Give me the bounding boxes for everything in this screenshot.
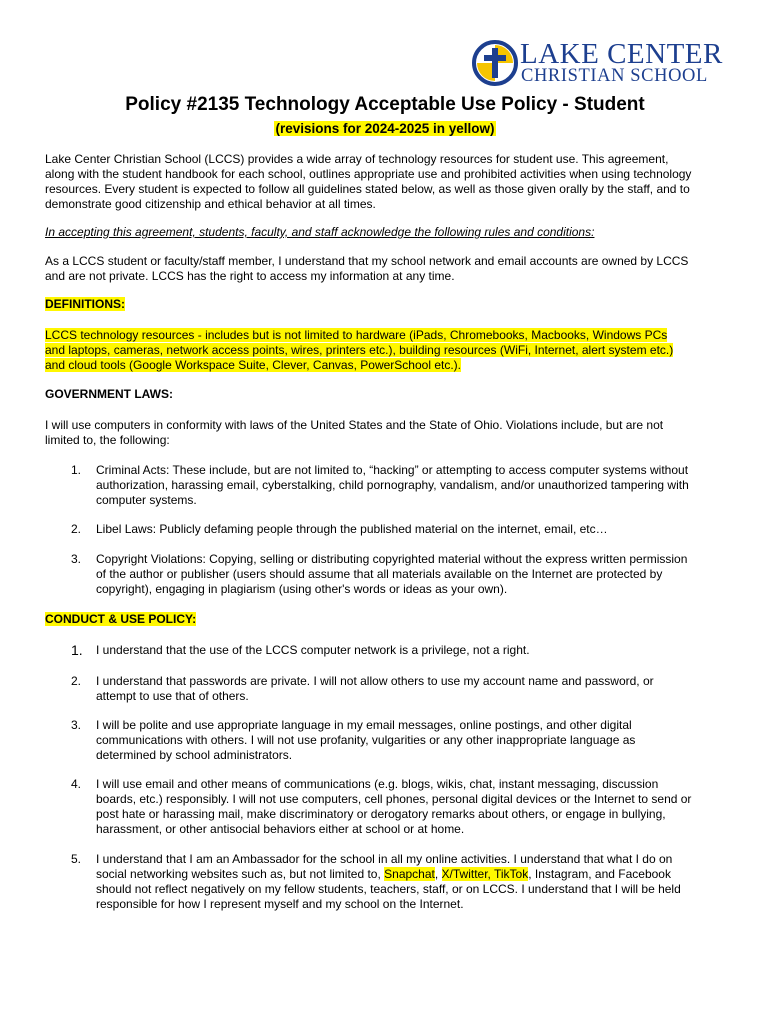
list-number: 3. [71,552,82,566]
list-item-line: I will be polite and use appropriate language in my email messages, online postings, and other digital [96,718,632,732]
list-item-line: responsible for how I represent myself and my school on the Internet. [96,897,464,911]
ownership-paragraph [45,254,735,284]
school-logo [472,40,722,88]
list-item-line: determined by school administrators. [96,748,293,762]
list-item-line: post hate or harassing mail, make discriminatory or derogatory remarks about others, or engage in bullying, [96,807,666,821]
list-item-line: should not reflect negatively on my fellow students, teachers, staff, or on LCCS. I understand that I will be held [96,882,681,896]
acceptance-statement [45,225,735,240]
list-item-line: I will use email and other means of communications (e.g. blogs, wikis, chat, instant messaging, discussion [96,777,659,791]
list-item-text: , [434,867,442,881]
list-number: 5. [71,852,82,866]
government-intro [45,418,735,448]
list-item-text: social networking websites such as, but not limited to, [96,867,385,881]
intro-line: resources. Every student is expected to follow all guidelines stated below, as well as those given orally by the staff, and to [45,182,690,196]
list-item-text: , Instagram, and Facebook [528,867,671,881]
list-item-line: boards, etc.) responsibly. I will not use computers, cell phones, personal digital devices or the Internet to send or [96,792,692,806]
list-item-line: I understand that passwords are private. I will not allow others to use my account name and password, or [96,674,654,688]
intro-line: along with the student handbook for each school, outlines appropriate use and prohibited activities when using technology [45,167,692,181]
conduct-heading [45,612,196,627]
list-number: 4. [71,777,82,791]
list-number: 1. [71,463,82,477]
list-item-line: Libel Laws: Publicly defaming people through the published material on the internet, email, etc… [96,522,608,536]
subtitle: (revisions for 2024-2025 in yellow) [275,121,495,136]
intro-line: demonstrate good citizenship and ethical behavior at all times. [45,197,376,211]
acceptance-text: In accepting this agreement, students, faculty, and staff acknowledge the following rules and conditions: [45,225,595,239]
definitions-line: and laptops, cameras, network access points, wires, printers etc.), building resources (WiFi, Internet, alert system etc.) [45,343,674,357]
list-item-line: harassment, or other antisocial behaviors either at school or at home. [96,822,465,836]
ownership-line: As a LCCS student or faculty/staff member, I understand that my school network and email accounts are owned by LCCS [45,254,689,268]
list-number: 3. [71,718,82,732]
government-intro-line: I will use computers in conformity with laws of the United States and the State of Ohio. Violations include, but are not [45,418,664,432]
list-number: 2. [71,522,82,536]
conduct-heading-text: CONDUCT & USE POLICY: [45,612,197,626]
list-item-line: Criminal Acts: These include, but are not limited to, “hacking” or attempting to access computer systems without [96,463,689,477]
school-emblem-icon [472,40,518,86]
list-number: 1. [71,642,83,658]
list-item-line: Copyright Violations: Copying, selling or distributing copyrighted material without the express written permission [96,552,688,566]
government-intro-line: limited to, the following: [45,433,170,447]
list-item-line: I understand that the use of the LCCS computer network is a privilege, not a right. [96,643,530,657]
list-number: 2. [71,674,82,688]
logo-line-1: LAKE CENTER [520,38,723,70]
list-item-line: attempt to use that of others. [96,689,249,703]
definitions-heading-text: DEFINITIONS: [45,297,125,311]
list-item-line: I understand that I am an Ambassador for the school in all my online activities. I understand that what I do on [96,852,673,866]
definitions-line: and cloud tools (Google Workspace Suite, Clever, Canvas, PowerSchool etc.). [45,358,461,372]
highlighted-text: Snapchat [384,867,435,881]
list-item-line: of the author or publisher (users should assume that all materials available on the Internet are protected by [96,567,663,581]
definitions-line: LCCS technology resources - includes but is not limited to hardware (iPads, Chromebooks, Macbooks, Windows PCs [45,328,668,342]
list-item-line: copyright), engaging in plagiarism (using other's words or ideas as your own). [96,582,508,596]
definitions-heading [45,297,125,312]
definitions-paragraph [45,328,735,373]
intro-line: Lake Center Christian School (LCCS) provides a wide array of technology resources for student use. This agreement, [45,152,669,166]
ownership-line: and are not private. LCCS has the right to access my information at any time. [45,269,455,283]
intro-paragraph [45,152,735,212]
logo-line-2: CHRISTIAN SCHOOL [521,66,708,86]
highlighted-text: X/Twitter, TikTok [441,867,529,881]
list-item-line [96,867,736,882]
list-item-line: communications with others. I will not use profanity, vulgarities or any other inappropriate language as [96,733,636,747]
list-item-line: authorization, harassing email, cyberstalking, child pornography, vandalism, and/or unauthorized tampering with [96,478,689,492]
government-heading: GOVERNMENT LAWS: [45,387,173,401]
page-title: Policy #2135 Technology Acceptable Use Policy - Student [125,94,645,115]
list-item-line: computer systems. [96,493,197,507]
subtitle-wrap [0,120,770,138]
